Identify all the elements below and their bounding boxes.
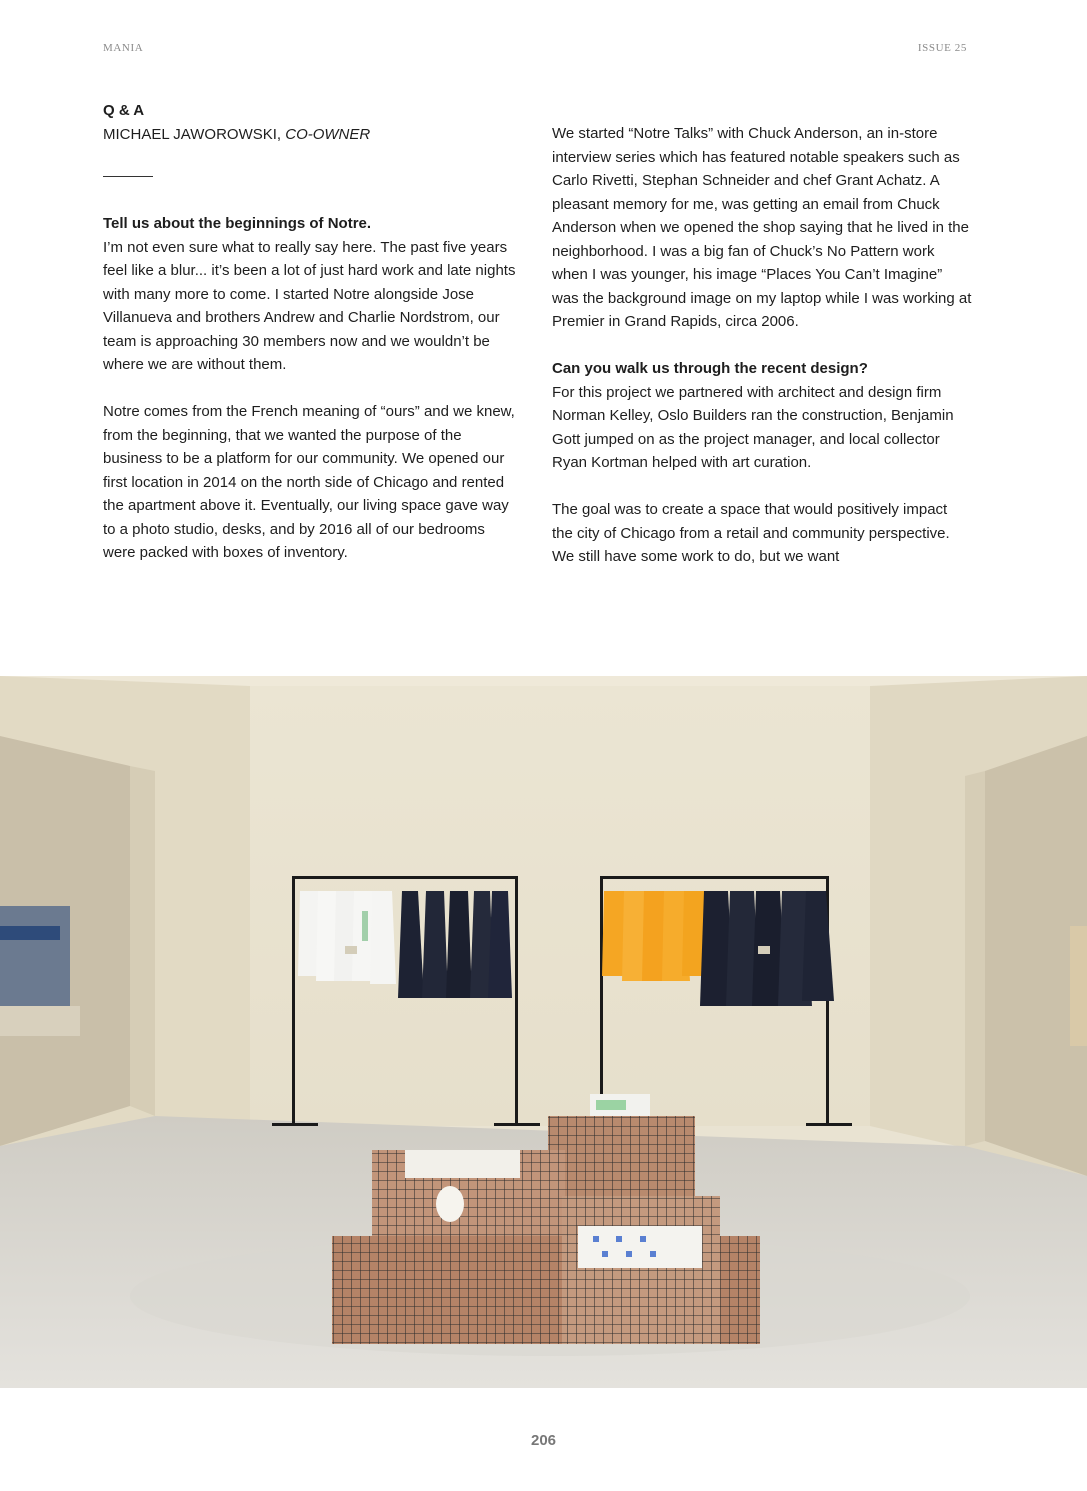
left-column bbox=[103, 99, 518, 565]
question-2: Can you walk us through the recent design? bbox=[552, 360, 868, 377]
question-1: Tell us about the beginnings of Notre. bbox=[103, 215, 372, 232]
publication-name: MANIA bbox=[103, 42, 144, 54]
page-number: 206 bbox=[530, 1432, 557, 1449]
answer-2-paragraph-2: The goal was to create a space that would positively impact the city of Chicago from a retail and community perspective. We still have some work to do, but we want bbox=[552, 501, 950, 565]
answer-2-paragraph-1: For this project we partnered with architect and design firm Norman Kelley, Oslo Builders ran the construction, Benjamin Gott jumped on as the project manager, and local collector Ryan Kortman helped with art curation. bbox=[552, 383, 954, 471]
answer-1-paragraph-3: We started “Notre Talks” with Chuck Anderson, an in-store interview series which has featured notable speakers such as Carlo Rivetti, Stephan Schneider and chef Grant Achatz. A pleasant memory for me, was getting an email from Chuck Anderson when we opened the shop saying that he lived in the neighborhood. I was a big fan of Chuck’s No Pattern work when I was younger, his image “Places You Can’t Imagine” was the background image on my laptop while I was working at Premier in Grand Rapids, circa 2006. bbox=[552, 125, 972, 330]
byline bbox=[103, 123, 518, 147]
answer-1-paragraph-1: I’m not even sure what to really say here. The past five years feel like a blur... it’s been a lot of just hard work and late nights with many more to come. I started Notre alongside Jose Villanueva and brothers Andrew and Charlie Nordstrom, our team is approaching 30 members now and we wouldn’t be where we are without them. bbox=[103, 238, 516, 373]
issue-number: ISSUE 25 bbox=[917, 42, 967, 54]
interviewee-name: MICHAEL JAWOROWSKI, bbox=[103, 125, 286, 143]
qa-label: Q & A bbox=[103, 102, 145, 119]
right-column bbox=[552, 122, 972, 569]
answer-1-paragraph-2: Notre comes from the French meaning of “ours” and we knew, from the beginning, that we wanted the purpose of the business to be a platform for our community. We opened our first location in 2014 on the north side of Chicago and rented the apartment above it. Eventually, our living space gave way to a photo studio, desks, and by 2016 all of our bedrooms were packed with boxes of inventory. bbox=[103, 403, 515, 561]
divider bbox=[103, 176, 153, 177]
interviewee-role: CO-OWNER bbox=[285, 125, 371, 143]
store-interior-photo bbox=[0, 676, 1087, 1388]
